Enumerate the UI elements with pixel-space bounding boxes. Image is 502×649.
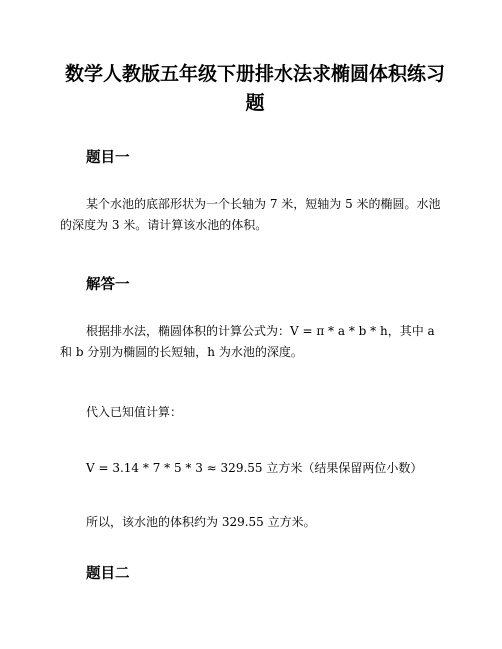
answer-1-conclusion-text: 所以，该水池的体积约为 329.55 立方米。 [86, 515, 316, 529]
problem-1-text: 某个水池的底部形状为一个长轴为 7 米，短轴为 5 米的椭圆。水池的深度为 3 米。请计算该水池的体积。 [60, 197, 441, 232]
section-heading-problem-2: 题目二 [86, 566, 130, 582]
answer-1-formula-text: 根据排水法，椭圆体积的计算公式为：V = π * a * b * h，其中 a 和 b 分别为椭圆的长短轴，h 为水池的深度。 [60, 324, 435, 359]
section-heading-answer-1: 解答一 [86, 277, 130, 293]
answer-1-calculation-text: V = 3.14 * 7 * 5 * 3 ≈ 329.55 立方米（结果保留两位小数） [86, 461, 423, 475]
section-heading-problem-1: 题目一 [86, 150, 130, 166]
document-title: 数学人教版五年级下册排水法求椭圆体积练习题 [64, 63, 445, 114]
answer-1-substitute-text: 代入已知值计算： [86, 405, 183, 419]
